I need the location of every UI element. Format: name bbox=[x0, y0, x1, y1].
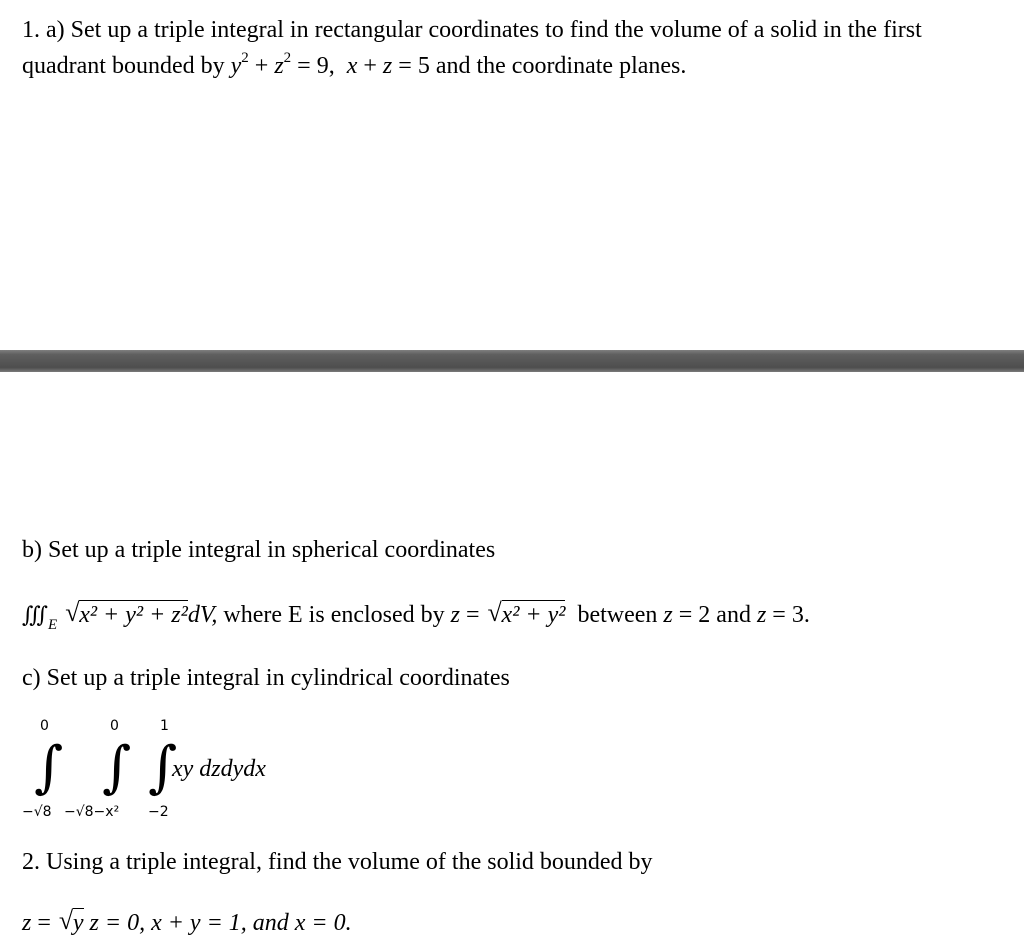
middle-lower-limit: −√8−x² bbox=[64, 804, 120, 820]
q1a-exp2: 2 bbox=[283, 50, 292, 66]
q1a-eq: = bbox=[297, 53, 311, 79]
q1b-between: between bbox=[577, 602, 658, 628]
q1a-plus2: + bbox=[363, 53, 377, 79]
q1a-var-y: y bbox=[230, 53, 242, 79]
q1b-val2: 2 bbox=[698, 602, 711, 628]
q1a-val5: 5 bbox=[417, 53, 430, 79]
middle-integral-sign: ∫ bbox=[102, 735, 132, 800]
q1b-var-z3: z bbox=[756, 602, 767, 628]
q1b-integrand: x² + y² + z² bbox=[79, 602, 188, 628]
q1a-eq2: = bbox=[398, 53, 412, 79]
q1a-line1: 1. a) Set up a triple integral in rectangular coordinates to find the volume of a solid in the first bbox=[22, 17, 922, 43]
q1b-heading: b) Set up a triple integral in spherical coordinates bbox=[22, 537, 496, 563]
q2-sqrt-y: y bbox=[72, 910, 84, 936]
q1a-tail: and the coordinate planes. bbox=[435, 53, 687, 79]
outer-lower-limit: −√8 bbox=[22, 804, 52, 820]
q1b-dv: dV, bbox=[187, 602, 218, 628]
q2-eq: = bbox=[37, 910, 51, 936]
inner-integral-sign: ∫ bbox=[148, 735, 178, 800]
q2-equation-line bbox=[22, 908, 352, 938]
q1b-eq: = bbox=[466, 602, 480, 628]
q1a-line2-text: quadrant bounded by bbox=[22, 53, 225, 79]
q1b-radical-cone bbox=[488, 600, 566, 630]
q1a-exp: 2 bbox=[241, 50, 249, 66]
outer-integral-sign: ∫ bbox=[34, 735, 64, 800]
inner-lower-limit: −2 bbox=[148, 804, 169, 820]
triple-integral-symbol: ∭ bbox=[22, 602, 49, 627]
outer-upper-limit: 0 bbox=[40, 718, 49, 734]
q1b-eq3: = bbox=[772, 602, 786, 628]
q2-radical bbox=[59, 908, 84, 938]
q1a-line2 bbox=[22, 52, 686, 81]
region-label: E bbox=[48, 617, 58, 633]
q1b-and: and bbox=[716, 602, 751, 628]
q1b-var-z: z bbox=[450, 602, 460, 628]
q1b-var-z2: z bbox=[663, 602, 673, 628]
q2-heading: 2. Using a triple integral, find the volume of the solid bounded by bbox=[22, 849, 653, 875]
q2-rest: z = 0, x + y = 1, and x = 0. bbox=[89, 910, 352, 936]
q1a-var-x: x bbox=[346, 53, 358, 79]
q1b-integral-line bbox=[22, 600, 810, 633]
q1a-plus: + bbox=[254, 53, 269, 79]
q2-var-z: z bbox=[22, 910, 32, 936]
q1a-var-z2: z bbox=[382, 53, 393, 79]
q1c-heading: c) Set up a triple integral in cylindrical coordinates bbox=[22, 665, 510, 691]
inner-upper-limit: 1 bbox=[160, 718, 169, 734]
q1b-cone: x² + y² bbox=[501, 602, 566, 628]
q1c-integrand: xy dzdydx bbox=[172, 756, 266, 782]
q1a-val9: 9, bbox=[316, 53, 335, 79]
q1a-var-z: z bbox=[274, 53, 284, 79]
q1c-triple-integral bbox=[22, 718, 370, 828]
q1b-radical-integrand bbox=[65, 600, 188, 630]
q1b-where: where E is enclosed by bbox=[223, 602, 445, 628]
section-divider bbox=[0, 350, 1024, 372]
q1b-val3: 3. bbox=[791, 602, 810, 628]
q1b-eq2: = bbox=[678, 602, 693, 628]
middle-upper-limit: 0 bbox=[110, 718, 119, 734]
